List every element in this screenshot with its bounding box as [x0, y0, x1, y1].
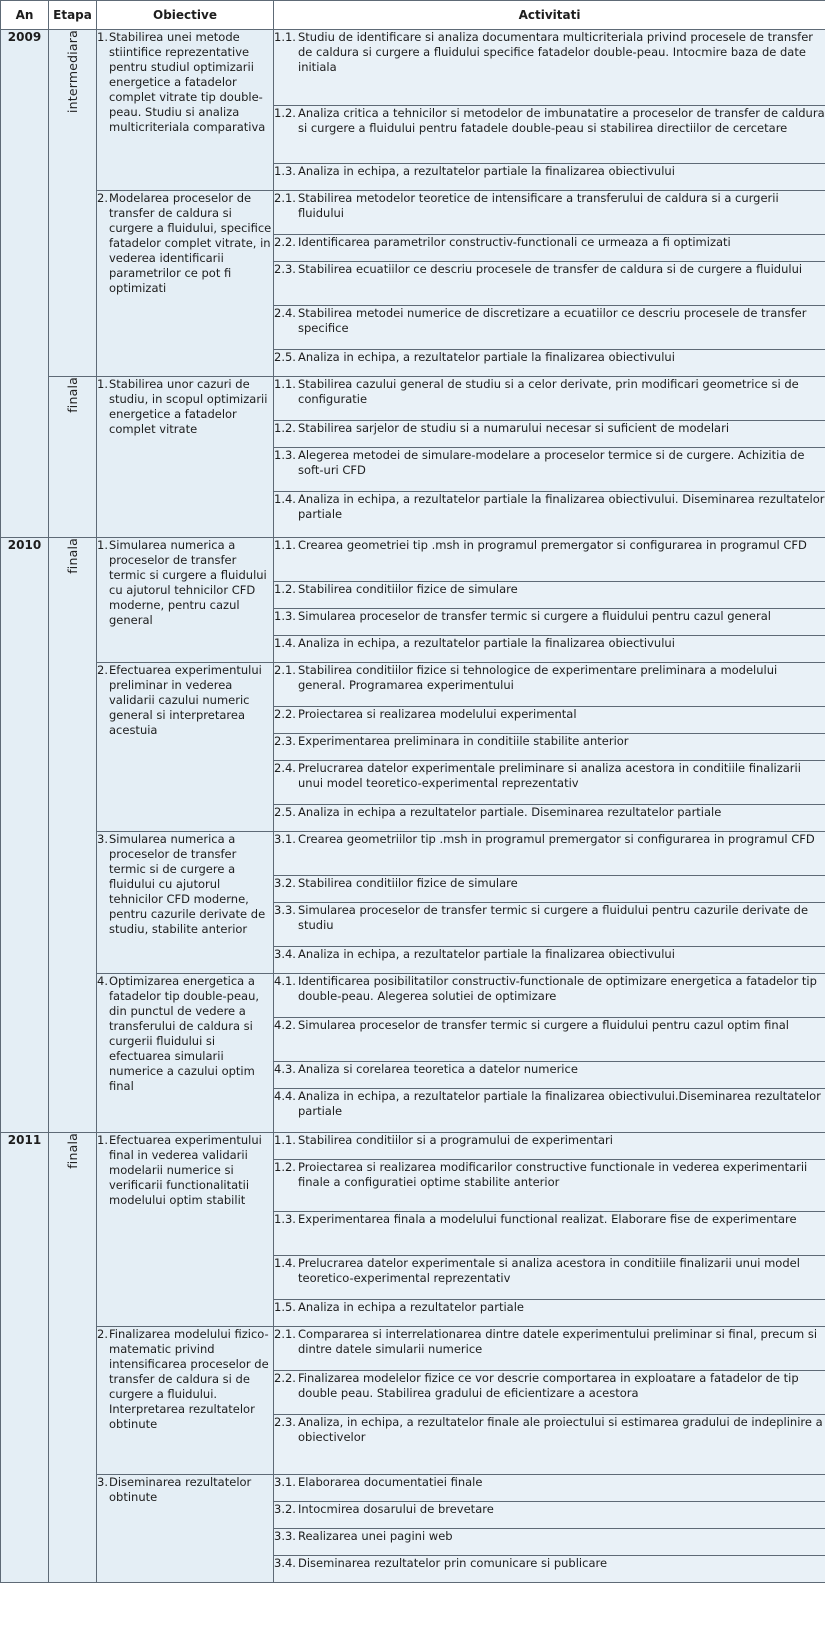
activity-text: Analiza in echipa, a rezultatelor partiale la finalizarea obiectivului [298, 350, 675, 364]
activity-number: 4.1. [274, 974, 296, 988]
objective-content [97, 1475, 273, 1505]
activity-content [274, 448, 825, 478]
activity-number: 2.2. [274, 1371, 296, 1385]
activity-content [274, 947, 825, 962]
header-an: An [1, 1, 49, 30]
table-body [1, 30, 825, 1583]
activity-text: Proiectarea si realizarea modelului experimental [298, 707, 577, 721]
activity-cell [274, 636, 825, 663]
activity-content [274, 421, 825, 436]
activity-text: Stabilirea metodelor teoretice de intensificare a transferului de caldura si a curgerii fluidului [298, 191, 779, 220]
activity-text: Stabilirea conditiilor fizice si tehnologice de experimentare preliminara a modelului general. Programarea experimentului [298, 663, 778, 692]
activity-cell [274, 350, 825, 377]
activity-number: 3.2. [274, 876, 296, 890]
activity-cell [274, 1089, 825, 1133]
stage-cell [49, 377, 97, 538]
activity-content [274, 1089, 825, 1119]
activity-content [274, 636, 825, 651]
activity-cell [274, 1018, 825, 1062]
activity-cell [274, 1300, 825, 1327]
activity-text: Stabilirea conditiilor fizice de simulare [298, 876, 518, 890]
table-row [1, 663, 825, 707]
activity-content [274, 609, 825, 624]
table-row [1, 377, 825, 421]
objective-content [97, 832, 273, 937]
table-row [1, 1475, 825, 1502]
activity-text: Finalizarea modelelor fizice ce vor descrie comportarea in exploatare a fatadelor de tip double peau. Stabilirea gradului de eficientizare a acestora [298, 1371, 799, 1400]
activity-content [274, 1300, 825, 1315]
activity-content [274, 164, 825, 179]
activity-content [274, 377, 825, 407]
activity-cell [274, 1475, 825, 1502]
activity-content [274, 350, 825, 365]
activity-cell [274, 903, 825, 947]
stage-label: intermediara [65, 30, 80, 114]
objective-content [97, 974, 273, 1094]
year-cell: 2009 [1, 30, 49, 538]
activity-content [274, 1529, 825, 1544]
activity-text: Experimentarea finala a modelului functional realizat. Elaborare fise de experimentare [298, 1212, 797, 1226]
activity-content [274, 1556, 825, 1571]
year-cell: 2010 [1, 538, 49, 1133]
header-row [1, 1, 825, 30]
activity-text: Analiza in echipa a rezultatelor partiale [298, 1300, 524, 1314]
objective-number: 2. [97, 663, 108, 677]
activity-text: Simularea proceselor de transfer termic si curgere a fluidului pentru cazul optim final [298, 1018, 789, 1032]
objective-cell [97, 1475, 274, 1583]
activity-cell [274, 1529, 825, 1556]
activity-content [274, 663, 825, 693]
activity-content [274, 1133, 825, 1148]
objective-text: Finalizarea modelului fizico-matematic privind intensificarea proceselor de transfer de caldura si de curgere a fluidului. Interpretarea rezultatelor obtinute [109, 1327, 269, 1431]
activity-number: 1.1. [274, 377, 296, 391]
activity-content [274, 1256, 825, 1286]
activity-cell [274, 876, 825, 903]
activity-content [274, 1018, 825, 1033]
activity-number: 2.3. [274, 734, 296, 748]
activity-cell [274, 947, 825, 974]
activity-content [274, 734, 825, 749]
objective-text: Stabilirea unor cazuri de studiu, in scopul optimizarii energetice a fatadelor complet vitrate [109, 377, 268, 436]
activity-content [274, 582, 825, 597]
activity-number: 1.5. [274, 1300, 296, 1314]
activity-cell [274, 761, 825, 805]
activity-number: 1.3. [274, 1212, 296, 1226]
activity-cell [274, 734, 825, 761]
activity-text: Intocmirea dosarului de brevetare [298, 1502, 494, 1516]
header-obiective: Obiective [97, 1, 274, 30]
header-etapa: Etapa [49, 1, 97, 30]
activity-number: 3.4. [274, 1556, 296, 1570]
activity-text: Simularea proceselor de transfer termic si curgere a fluidului pentru cazurile derivate de studiu [298, 903, 809, 932]
activity-number: 3.1. [274, 832, 296, 846]
activity-number: 1.3. [274, 609, 296, 623]
objective-text: Diseminarea rezultatelor obtinute [109, 1475, 252, 1504]
table-row [1, 191, 825, 235]
activity-text: Proiectarea si realizarea modificarilor constructive functionale in vederea experimentarii finale a configuratiei optime stabilite anterior [298, 1160, 808, 1189]
activity-number: 1.2. [274, 106, 296, 120]
activity-number: 4.3. [274, 1062, 296, 1076]
activity-content [274, 492, 825, 522]
activity-content [274, 903, 825, 933]
activity-cell [274, 1327, 825, 1371]
activity-text: Alegerea metodei de simulare-modelare a proceselor termice si de curgere. Achizitia de soft-uri CFD [298, 448, 805, 477]
objective-cell [97, 30, 274, 191]
objective-cell [97, 832, 274, 974]
activity-number: 2.5. [274, 805, 296, 819]
objective-content [97, 377, 273, 437]
objective-content [97, 1133, 273, 1208]
activity-number: 3.3. [274, 1529, 296, 1543]
activity-cell [274, 663, 825, 707]
objective-number: 4. [97, 974, 108, 988]
activity-number: 1.4. [274, 636, 296, 650]
activity-text: Studiu de identificare si analiza documentara multicriteriala privind procesele de transfer de caldura si curgere a fluidului specifice fatadelor double-peau. Intocmire baza de date initiala [298, 30, 814, 74]
activity-cell [274, 582, 825, 609]
activity-cell [274, 164, 825, 191]
activity-number: 2.2. [274, 707, 296, 721]
objective-cell [97, 1327, 274, 1475]
activity-number: 4.4. [274, 1089, 296, 1103]
activity-cell [274, 1371, 825, 1415]
objective-content [97, 663, 273, 738]
activity-number: 1.4. [274, 492, 296, 506]
activity-content [274, 30, 825, 75]
activity-text: Analiza in echipa, a rezultatelor partiale la finalizarea obiectivului.Diseminarea rezultatelor partiale [298, 1089, 821, 1118]
activity-cell [274, 191, 825, 235]
activity-number: 1.1. [274, 1133, 296, 1147]
activity-cell [274, 106, 825, 164]
objective-text: Efectuarea experimentului final in vederea validarii modelarii numerice si verificarii functionalitatii modelului optim stabilit [109, 1133, 262, 1207]
stage-label: finala [65, 377, 80, 413]
activity-cell [274, 448, 825, 492]
objective-cell [97, 1133, 274, 1327]
activity-text: Analiza si corelarea teoretica a datelor numerice [298, 1062, 578, 1076]
activity-content [274, 235, 825, 250]
activity-content [274, 191, 825, 221]
activity-cell [274, 1415, 825, 1475]
activity-number: 1.4. [274, 1256, 296, 1270]
objective-cell [97, 663, 274, 832]
activity-number: 1.2. [274, 421, 296, 435]
activity-text: Stabilirea conditiilor fizice de simulare [298, 582, 518, 596]
activity-cell [274, 262, 825, 306]
objective-content [97, 30, 273, 135]
activity-text: Analiza in echipa, a rezultatelor partiale la finalizarea obiectivului [298, 947, 675, 961]
objective-number: 1. [97, 377, 108, 391]
activity-content [274, 1327, 825, 1357]
table-row [1, 30, 825, 106]
activity-text: Analiza critica a tehnicilor si metodelor de imbunatatire a proceselor de transfer de caldura si curgere a fluidului pentru fatadele double-peau si stabilirea directiilor de cercetare [298, 106, 825, 135]
activity-cell [274, 421, 825, 448]
activity-number: 1.2. [274, 1160, 296, 1174]
objective-content [97, 538, 273, 628]
objective-number: 1. [97, 1133, 108, 1147]
activity-text: Compararea si interrelationarea dintre datele experimentului preliminar si final, precum si dintre datele simularii numerice [298, 1327, 818, 1356]
activity-text: Stabilirea conditiilor si a programului de experimentari [298, 1133, 613, 1147]
activity-content [274, 876, 825, 891]
stage-label: finala [65, 1133, 80, 1169]
activity-cell [274, 377, 825, 421]
header-activitati: Activitati [274, 1, 825, 30]
activity-cell [274, 1062, 825, 1089]
activity-text: Realizarea unei pagini web [298, 1529, 453, 1543]
activity-text: Crearea geometriilor tip .msh in programul premergator si configurarea in programul CFD [298, 832, 815, 846]
table-row [1, 1327, 825, 1371]
objective-text: Efectuarea experimentului preliminar in vederea validarii cazului numeric general si interpretarea acestuia [109, 663, 262, 737]
activity-number: 2.3. [274, 262, 296, 276]
table-row [1, 1133, 825, 1160]
activity-text: Stabilirea ecuatiilor ce descriu procesele de transfer de caldura si de curgere a fluidului [298, 262, 803, 276]
activity-text: Analiza, in echipa, a rezultatelor finale ale proiectului si estimarea gradului de indeplinire a obiectivelor [298, 1415, 823, 1444]
activity-cell [274, 30, 825, 106]
activity-cell [274, 492, 825, 538]
activity-cell [274, 805, 825, 832]
activity-number: 4.2. [274, 1018, 296, 1032]
activity-content [274, 1371, 825, 1401]
activity-number: 1.2. [274, 582, 296, 596]
objective-number: 1. [97, 30, 108, 44]
activity-content [274, 1160, 825, 1190]
activity-content [274, 805, 825, 820]
activity-cell [274, 538, 825, 582]
activity-cell [274, 235, 825, 262]
objective-number: 3. [97, 832, 108, 846]
activity-cell [274, 609, 825, 636]
objective-number: 1. [97, 538, 108, 552]
activity-text: Analiza in echipa, a rezultatelor partiale la finalizarea obiectivului [298, 636, 675, 650]
activity-content [274, 538, 825, 553]
activity-number: 2.5. [274, 350, 296, 364]
objective-number: 2. [97, 1327, 108, 1341]
activity-cell [274, 306, 825, 350]
objective-text: Stabilirea unei metode stiintifice reprezentative pentru studiul optimizarii energetice a fatadelor complet vitrate tip double-peau. Studiu si analiza multicriteriala comparativa [109, 30, 266, 134]
table-row [1, 832, 825, 876]
activity-content [274, 306, 825, 336]
activity-text: Identificarea parametrilor constructiv-functionali ce urmeaza a fi optimizati [298, 235, 731, 249]
objective-cell [97, 538, 274, 663]
stage-cell [49, 538, 97, 1133]
activity-text: Diseminarea rezultatelor prin comunicare si publicare [298, 1556, 608, 1570]
objective-text: Optimizarea energetica a fatadelor tip double-peau, din punctul de vedere a transferului de caldura si curgerii fluidului si efectuarea simularii numerice a cazului optim final [109, 974, 260, 1093]
objective-text: Modelarea proceselor de transfer de caldura si curgere a fluidului, specifice fatadelor complet vitrate, in vederea identificarii parametrilor ce pot fi optimizati [109, 191, 272, 295]
activity-cell [274, 1160, 825, 1212]
activity-number: 2.4. [274, 306, 296, 320]
activity-cell [274, 1133, 825, 1160]
activity-cell [274, 1212, 825, 1256]
activity-cell [274, 1256, 825, 1300]
activity-content [274, 1415, 825, 1445]
activity-number: 1.3. [274, 448, 296, 462]
objective-content [97, 191, 273, 296]
activity-text: Stabilirea cazului general de studiu si a celor derivate, prin modificari geometrice si de configuratie [298, 377, 799, 406]
objective-number: 3. [97, 1475, 108, 1489]
year-cell: 2011 [1, 1133, 49, 1583]
activity-number: 2.1. [274, 191, 296, 205]
activity-number: 3.3. [274, 903, 296, 917]
activity-content [274, 1212, 825, 1227]
activity-content [274, 1475, 825, 1490]
activity-number: 2.1. [274, 663, 296, 677]
activity-content [274, 707, 825, 722]
activity-text: Prelucrarea datelor experimentale si analiza acestora in conditiile finalizarii unui model teoretico-experimental reprezentativ [298, 1256, 800, 1285]
objective-cell [97, 377, 274, 538]
objective-cell [97, 974, 274, 1133]
activity-text: Elaborarea documentatiei finale [298, 1475, 483, 1489]
activity-number: 3.4. [274, 947, 296, 961]
activity-text: Crearea geometriei tip .msh in programul premergator si configurarea in programul CFD [298, 538, 807, 552]
activity-number: 3.1. [274, 1475, 296, 1489]
objective-text: Simularea numerica a proceselor de transfer termic si curgere a fluidului cu ajutorul tehnicilor CFD moderne, pentru cazul general [109, 538, 267, 627]
activity-number: 2.4. [274, 761, 296, 775]
activity-number: 2.3. [274, 1415, 296, 1429]
objective-cell [97, 191, 274, 377]
activity-content [274, 974, 825, 1004]
activity-text: Analiza in echipa a rezultatelor partiale. Diseminarea rezultatelor partiale [298, 805, 722, 819]
activity-text: Stabilirea metodei numerice de discretizare a ecuatiilor ce descriu procesele de transfer specifice [298, 306, 807, 335]
activity-content [274, 761, 825, 791]
table-row [1, 538, 825, 582]
activity-content [274, 106, 825, 136]
stage-cell [49, 1133, 97, 1583]
activity-content [274, 832, 825, 847]
activity-content [274, 262, 825, 277]
table-row [1, 974, 825, 1018]
activity-number: 2.2. [274, 235, 296, 249]
activity-cell [274, 832, 825, 876]
activity-number: 1.1. [274, 538, 296, 552]
activity-text: Identificarea posibilitatilor constructiv-functionale de optimizare energetica a fatadelor tip double-peau. Alegerea solutiei de optimizare [298, 974, 817, 1003]
stage-label: finala [65, 538, 80, 574]
activity-cell [274, 1502, 825, 1529]
activity-cell [274, 1556, 825, 1583]
activity-text: Stabilirea sarjelor de studiu si a numarului necesar si suficient de modelari [298, 421, 730, 435]
activity-number: 2.1. [274, 1327, 296, 1341]
objective-text: Simularea numerica a proceselor de transfer termic si de curgere a fluidului cu ajutorul tehnicilor CFD moderne, pentru cazurile derivate de studiu, stabilite anterior [109, 832, 266, 936]
activity-cell [274, 707, 825, 734]
activity-text: Analiza in echipa, a rezultatelor partiale la finalizarea obiectivului [298, 164, 675, 178]
objective-content [97, 1327, 273, 1432]
activity-text: Analiza in echipa, a rezultatelor partiale la finalizarea obiectivului. Diseminarea rezultatelor partiale [298, 492, 825, 521]
activity-number: 1.1. [274, 30, 296, 44]
activity-text: Experimentarea preliminara in conditiile stabilite anterior [298, 734, 629, 748]
activity-text: Simularea proceselor de transfer termic si curgere a fluidului pentru cazul general [298, 609, 771, 623]
activity-content [274, 1502, 825, 1517]
objective-number: 2. [97, 191, 108, 205]
activity-number: 1.3. [274, 164, 296, 178]
activity-cell [274, 974, 825, 1018]
activity-number: 3.2. [274, 1502, 296, 1516]
activity-text: Prelucrarea datelor experimentale preliminare si analiza acestora in conditiile finalizarii unui model teoretico-experimental reprezentativ [298, 761, 801, 790]
activity-content [274, 1062, 825, 1077]
stage-cell [49, 30, 97, 377]
